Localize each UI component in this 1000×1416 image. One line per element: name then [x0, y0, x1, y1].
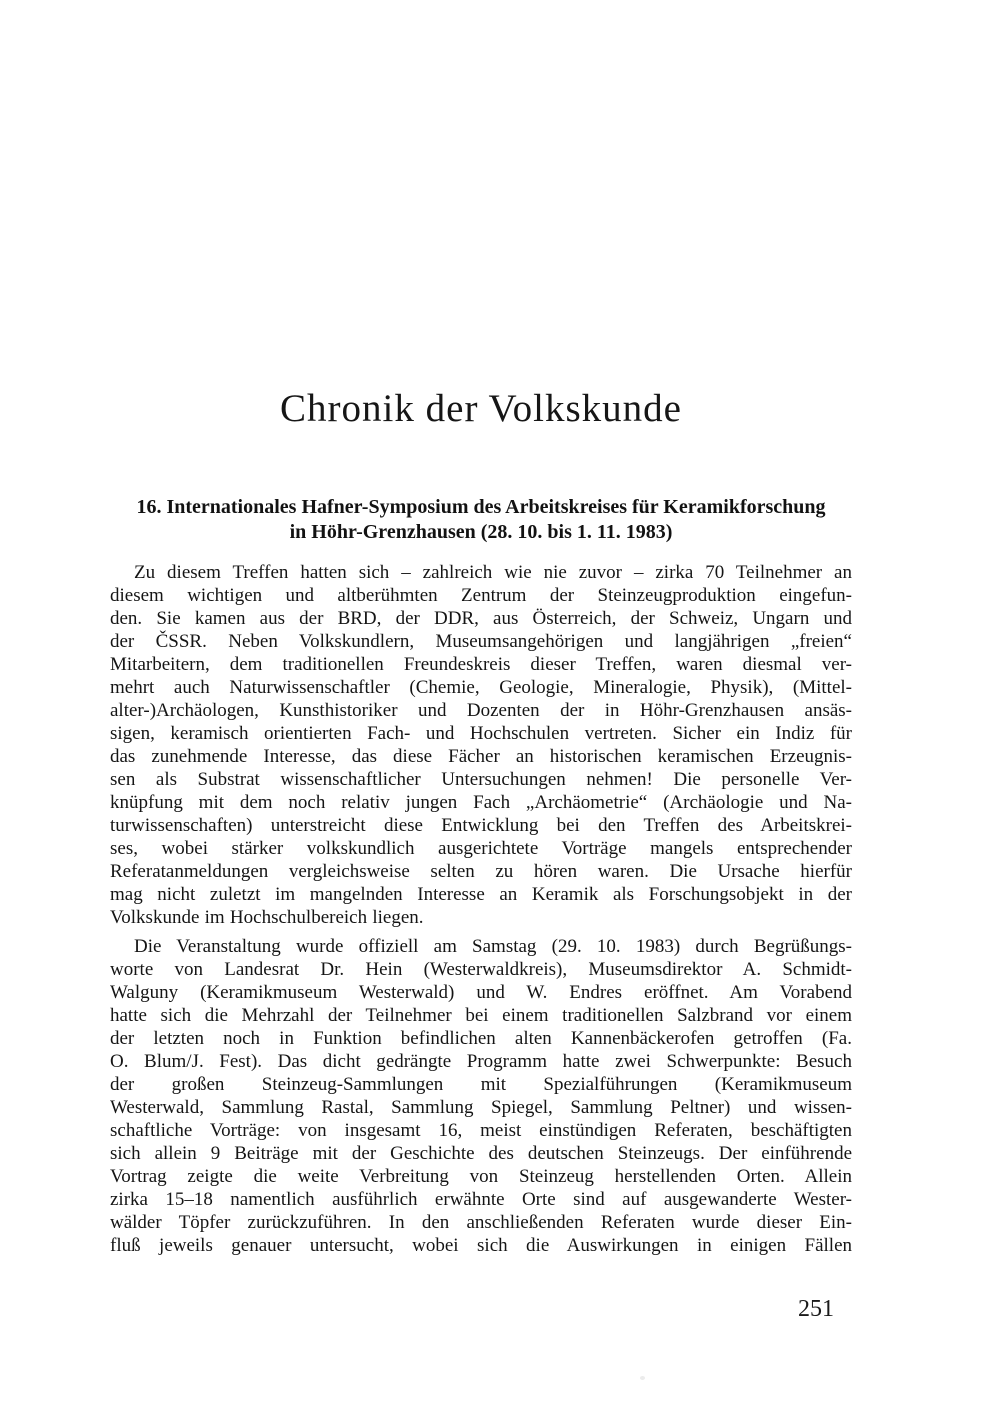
body-line: Zu diesem Treffen hatten sich – zahlreich wie nie zuvor – zirka 70 Teilnehmer an: [134, 562, 852, 583]
body-line: Volkskunde im Hochschulbereich liegen.: [110, 907, 424, 928]
body-line: sigen, keramisch orientierten Fach- und Hochschulen vertreten. Sicher ein Indiz für: [110, 723, 852, 744]
body-line: schaftliche Vorträge: von insgesamt 16, meist einstündigen Referaten, beschäftigten: [110, 1120, 852, 1141]
body-line: knüpfung mit dem noch relativ jungen Fach „Archäometrie“ (Archäologie und Na-: [110, 792, 852, 813]
body-line: der ČSSR. Neben Volkskundlern, Museumsangehörigen und langjährigen „freien“: [110, 631, 852, 652]
section-heading-line1: 16. Internationales Hafner-Symposium des Arbeitskreises für Keramikforschung: [136, 496, 826, 518]
body-line: Referatanmeldungen vergleichsweise selten zu hören waren. Die Ursache hierfür: [110, 861, 852, 882]
body-line: der großen Steinzeug-Sammlungen mit Spezialführungen (Keramikmuseum: [110, 1074, 852, 1095]
body-line: O. Blum/J. Fest). Das dicht gedrängte Programm hatte zwei Schwerpunkte: Besuch: [110, 1051, 852, 1072]
scan-artifact: [640, 1376, 645, 1380]
body-line: Mitarbeitern, dem traditionellen Freundeskreis dieser Treffen, waren diesmal ver-: [110, 654, 852, 675]
body-line: turwissenschaften) unterstreicht diese Entwicklung bei den Treffen des Arbeitskrei-: [110, 815, 852, 836]
paragraph: [110, 935, 852, 1257]
body-line: fluß jeweils genauer untersucht, wobei sich die Auswirkungen in einigen Fällen: [110, 1235, 852, 1256]
body-line: wälder Töpfer zurückzuführen. In den anschließenden Referaten wurde dieser Ein-: [110, 1212, 852, 1233]
body-line: diesem wichtigen und altberühmten Zentrum der Steinzeugproduktion eingefun-: [110, 585, 852, 606]
body-line: mag nicht zuletzt im mangelnden Interesse an Keramik als Forschungsobjekt in der: [110, 884, 852, 905]
body-line: Vortrag zeigte die weite Verbreitung von Steinzeug herstellenden Orten. Allein: [110, 1166, 852, 1187]
body-line: sen als Substrat wissenschaftlicher Untersuchungen nehmen! Die personelle Ver-: [110, 769, 852, 790]
article-body: [110, 561, 852, 1257]
body-line: zirka 15–18 namentlich ausführlich erwähnte Orte sind auf ausgewanderte Wester-: [110, 1189, 852, 1210]
body-line: ses, wobei stärker volkskundlich ausgerichtete Vorträge mangels entsprechender: [110, 838, 852, 859]
page-number: 251: [798, 1296, 834, 1322]
body-line: sich allein 9 Beiträge mit der Geschichte des deutschen Steinzeugs. Der einführende: [110, 1143, 852, 1164]
body-line: Walguny (Keramikmuseum Westerwald) und W. Endres eröffnet. Am Vorabend: [110, 982, 852, 1003]
paragraph: [110, 561, 852, 929]
body-line: das zunehmende Interesse, das diese Fächer an historischen keramischen Erzeugnis-: [110, 746, 852, 767]
body-line: Westerwald, Sammlung Rastal, Sammlung Spiegel, Sammlung Peltner) und wissen-: [110, 1097, 852, 1118]
body-line: den. Sie kamen aus der BRD, der DDR, aus Österreich, der Schweiz, Ungarn und: [110, 608, 852, 629]
body-line: alter-)Archäologen, Kunsthistoriker und Dozenten der in Höhr-Grenzhausen ansäs-: [110, 700, 852, 721]
page-title: Chronik der Volkskunde: [280, 387, 682, 430]
body-line: der letzten noch in Funktion befindlichen alten Kannenbäckerofen getroffen (Fa.: [110, 1028, 852, 1049]
section-heading-line2: in Höhr-Grenzhausen (28. 10. bis 1. 11. 1983): [289, 521, 673, 543]
section-heading: [110, 495, 852, 545]
body-line: worte von Landesrat Dr. Hein (Westerwaldkreis), Museumsdirektor A. Schmidt-: [110, 959, 852, 980]
body-line: mehrt auch Naturwissenschaftler (Chemie, Geologie, Mineralogie, Physik), (Mittel-: [110, 677, 852, 698]
body-line: Die Veranstaltung wurde offiziell am Samstag (29. 10. 1983) durch Begrüßungs-: [134, 936, 852, 957]
body-line: hatte sich die Mehrzahl der Teilnehmer bei einem traditionellen Salzbrand vor einem: [110, 1005, 852, 1026]
